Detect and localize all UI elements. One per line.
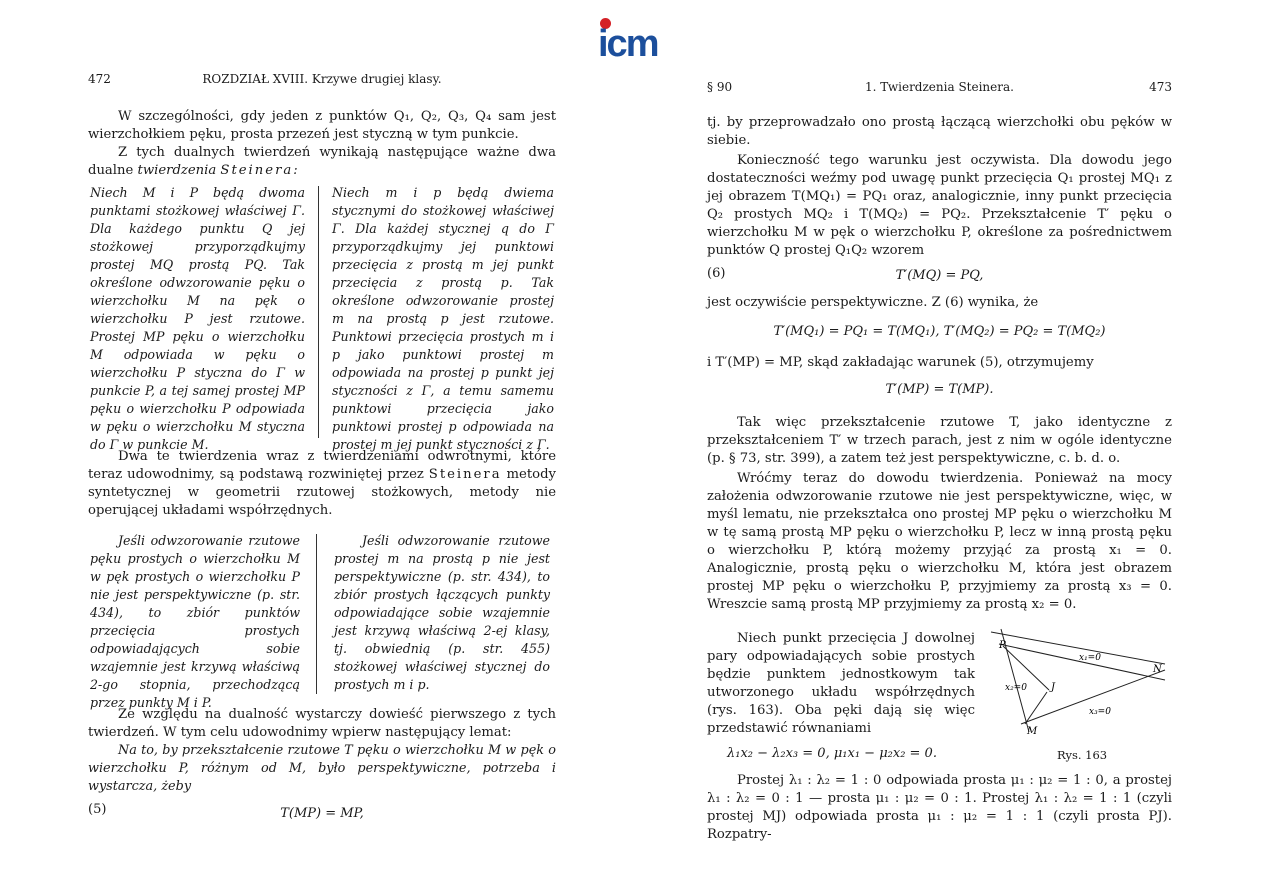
lemma-paragraph: Na to, by przekształcenie rzutowe T pęku o wierzchołku M w pęk o wierzchołku P, różnym od M, było perspektywiczne, potrzeba i wystarcza, żeby	[88, 743, 556, 794]
proof-paragraph-1: tj. by przeprowadzało ono prostą łączącą wierzchołki obu pęków w siebie.	[707, 115, 1172, 148]
intro-paragraph-1: W szczególności, gdy jeden z punktów Q₁, Q₂, Q₃, Q₄ sam jest wierzchołkiem pęku, prosta przezeń jest styczną w tym punkcie.	[88, 109, 556, 142]
equation-6: T′(MQ) = PQ,	[895, 268, 984, 283]
intro-2-term: twierdzenia	[137, 163, 217, 178]
theorem-left-column: Niech M i P będą dwoma punktami stożkowej właściwej Γ. Dla każdego punktu Q jej stożkowej przyporządkujmy prostej MQ prostą PQ. Tak określone odwzorowanie pęku o wierzchołku M na pęk o wierzchołku P jest rzutowe. Prostej MP pęku o wierzchołku M odpowiada w pęku o wierzchołku P styczna do Γ w punkcie P, a tej samej prostej MP pęku o wierzchołku P odpowiada w pęku o wierzchołku M styczna do Γ w punkcie M.	[90, 185, 305, 452]
label-P: P	[999, 640, 1006, 651]
right-page-number: 473	[1149, 80, 1172, 94]
label-x2: x₂=0	[1005, 683, 1027, 693]
intro-2-lead: Z tych dualnych twierdzeń wynikają następujące ważne dwa dualne	[88, 145, 556, 178]
duality-paragraph: Ze względu na dualność wystarczy dowieść pierwszego z tych twierdzeń. W tym celu udowodnimy wpierw następujący lemat:	[88, 707, 556, 740]
proof-paragraph-6: Wróćmy teraz do dowodu twierdzenia. Ponieważ na mocy założenia odwzorowanie rzutowe nie jest perspektywiczne, więc, w myśl lematu, nie przekształca ono prostej MP pęku o wierzchołku M w tę samą prostą MP pęku o wierzchołku P, lecz w inną prostą pęku o wierzchołku P, którą możemy przyjąć za prostą x₁ = 0. Analogicznie, prostą pęku o wierzchołku M, która jest obrazem prostej MP pęku o wierzchołku P, przyjmiemy za prostą x₃ = 0. Wreszcie samą prostą MP przyjmiemy za prostą x₂ = 0.	[707, 471, 1172, 612]
dual-text-2: metody syntetycznej w geometrii rzutowej stożkowych, metody nie operującej układami współrzędnych.	[88, 467, 556, 518]
right-page	[707, 0, 1172, 894]
line-mj	[1025, 692, 1047, 724]
intro-2-name: Steinera:	[220, 163, 300, 178]
proof-paragraph-7: Niech punkt przecięcia J dowolnej pary odpowiadających sobie prostych będzie punktem jednostkowym tak utworzonego układu współrzędnych (rys. 163). Oba pęki dają się więc przedstawić równaniami	[707, 631, 975, 736]
figure-163	[989, 628, 1169, 740]
proof-paragraph-4: i T′(MP) = MP, skąd zakładając warunek (5), otrzymujemy	[707, 355, 1094, 370]
proof-paragraph-5: Tak więc przekształcenie rzutowe T, jako identyczne z przekształceniem T′ w trzech parach, jest z nim w ogóle identyczne (p. § 73, str. 399), a zatem też jest perspektywiczne, c. b. d. o.	[707, 415, 1172, 466]
left-running-header	[88, 72, 556, 90]
dual-paragraph	[88, 448, 556, 520]
proof-paragraph-8: Prostej λ₁ : λ₂ = 1 : 0 odpowiada prosta μ₁ : μ₂ = 1 : 0, a prostej λ₁ : λ₂ = 0 : 1 — prosta μ₁ : μ₂ = 0 : 1. Prostej λ₁ : λ₂ = 1 : 1 (czyli prostej MJ) odpowiada prosta μ₁ : μ₂ = 1 : 1 (czyli prosta PJ). Rozpatry-	[707, 773, 1172, 842]
left-running-head: ROZDZIAŁ XVIII. Krzywe drugiej klasy.	[202, 72, 442, 86]
equation-pair: T′(MQ₁) = PQ₁ = T(MQ₁), T′(MQ₂) = PQ₂ = T(MQ₂)	[773, 324, 1106, 339]
right-running-header	[707, 80, 1172, 98]
converse-left-column: Jeśli odwzorowanie rzutowe pęku prostych o wierzchołku M w pęk prostych o wierzchołku P nie jest perspektywiczne (p. str. 434), to zbiór punktów przecięcia prostych odpowiadających sobie wzajemnie jest krzywą właściwą 2-go stopnia, przechodzącą przez punkty M i P.	[90, 533, 300, 710]
converse-right-column: Jeśli odwzorowanie rzutowe prostej m na prostą p nie jest perspektywiczne (p. str. 434), to zbiór prostych łączących punkty odpowiadające sobie wzajemnie jest krzywą właściwą 2-ej klasy, tj. obwiednią (p. str. 455) stożkowej właściwej stycznej do prostych m i p.	[334, 533, 550, 692]
proof-paragraph-3: jest oczywiście perspektywiczne. Z (6) wynika, że	[707, 295, 1039, 310]
dual-text-1: Dwa te twierdzenia wraz z twierdzeniami odwrotnymi, które teraz udowodnimy, są podstawą rozwiniętej przez	[88, 449, 556, 482]
equation-5-label: (5)	[88, 802, 107, 817]
logo-text: icm	[598, 23, 658, 65]
section-number: § 90	[707, 80, 733, 94]
column-divider-1	[318, 186, 319, 438]
label-x1: x₁=0	[1079, 653, 1101, 663]
figure-caption: Rys. 163	[1057, 748, 1108, 762]
equation-final: T′(MP) = T(MP).	[885, 382, 994, 397]
theorem-right-column: Niech m i p będą dwiema stycznymi do stożkowej właściwej Γ. Dla każdej stycznej q do Γ przyporządkujmy jej punktowi przecięcia z prostą m jej punkt przecięcia z prostą p. Tak określone odwzorowanie prostej m na prostą p jest rzutowe. Punktowi przecięcia prostych m i p jako punktowi prostej m odpowiada na prostej p punkt jej styczności z Γ, a temu samemu punktowi przecięcia jako punktowi prostej p odpowiada na prostej m jej punkt styczności z Γ.	[332, 185, 554, 452]
left-page	[88, 0, 556, 894]
equation-5: T(MP) = MP,	[280, 806, 364, 821]
equation-pencils: λ₁x₂ − λ₂x₃ = 0, μ₁x₁ − μ₂x₂ = 0.	[727, 746, 937, 761]
proof-paragraph-2: Konieczność tego warunku jest oczywista. Dla dowodu jego dostateczności weźmy pod uwagę punkt przecięcia Q₁ prostej MQ₁ z jej obrazem T(MQ₁) = PQ₁ oraz, analogicznie, inny punkt przecięcia Q₂ prostych MQ₂ i T(MQ₂) = PQ₂. Przekształcenie T′ pęku o wierzchołku M w pęk o wierzchołku P, określone za pośrednictwem punktów Q prostej Q₁Q₂ wzorem	[707, 153, 1172, 258]
label-M: M	[1027, 726, 1038, 737]
label-x3: x₃=0	[1089, 707, 1111, 717]
label-N: N	[1153, 664, 1162, 675]
dual-name: Steinera	[428, 467, 502, 482]
intro-paragraph-2	[88, 144, 556, 180]
equation-6-label: (6)	[707, 266, 726, 281]
icm-logo	[598, 18, 674, 64]
column-divider-2	[316, 534, 317, 694]
label-J: J	[1051, 682, 1056, 693]
right-running-head: 1. Twierdzenia Steinera.	[865, 80, 1014, 94]
left-page-number: 472	[88, 72, 111, 86]
